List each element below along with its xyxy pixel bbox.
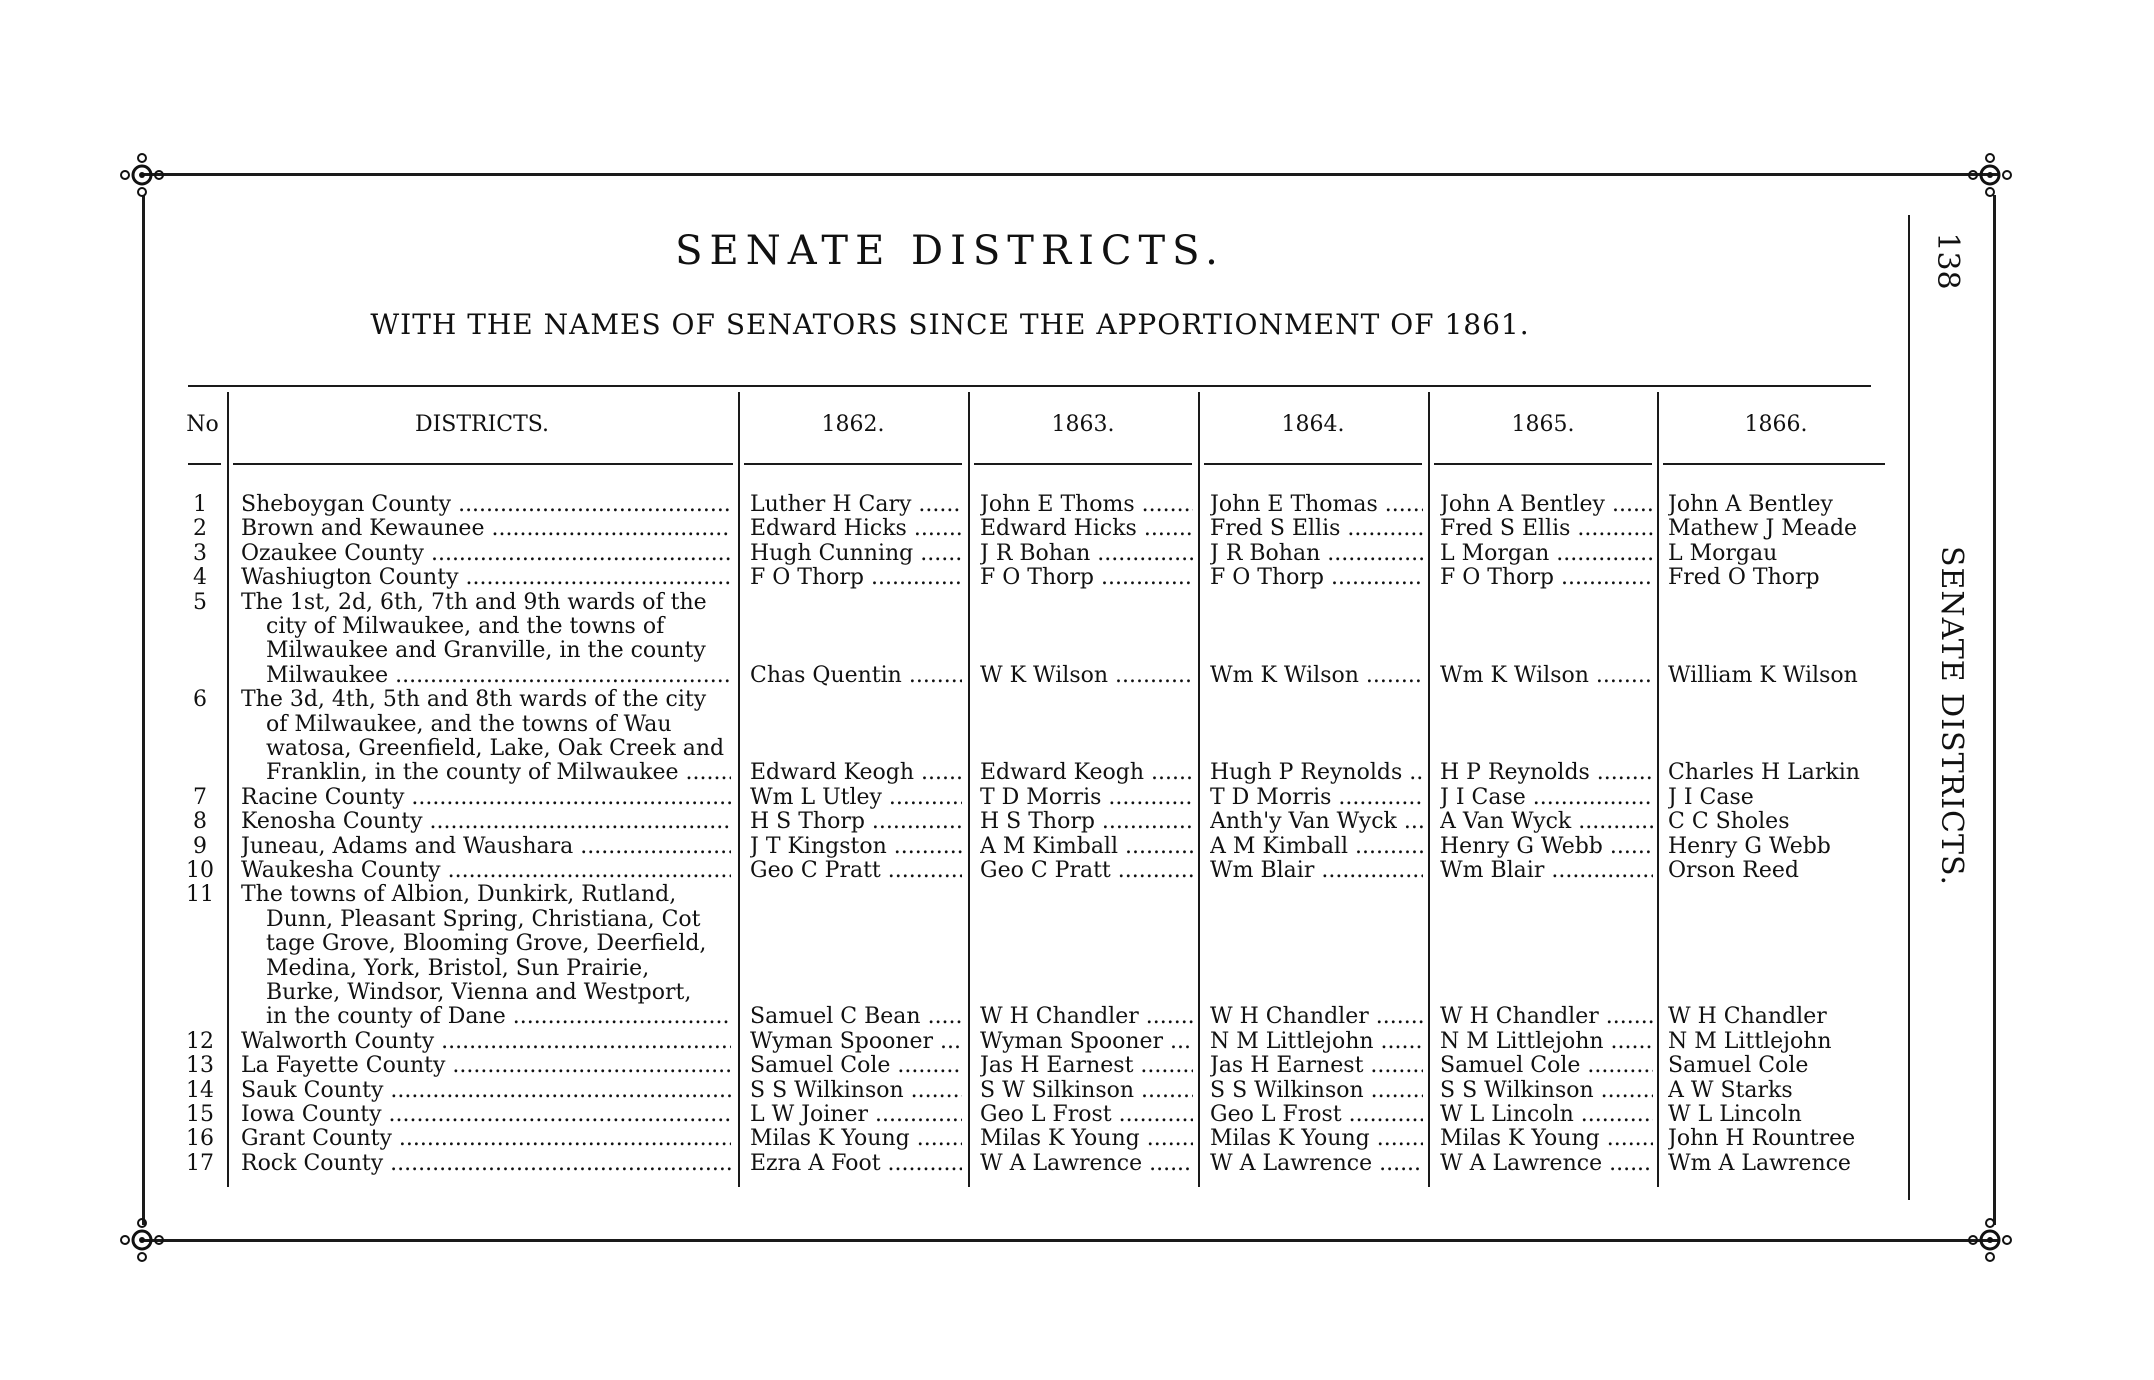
table-row	[0, 639, 1900, 663]
senator-1866	[1668, 810, 1898, 834]
senator-name: Geo L Frost .....	[980, 1103, 1193, 1127]
header-underline	[1204, 463, 1422, 465]
senator-1863	[980, 810, 1193, 834]
senator-name: Edward Keogh .....	[980, 761, 1193, 785]
senator-1863	[980, 1054, 1193, 1078]
table-row	[0, 1127, 1900, 1151]
header-year-1866: 1866.	[1744, 412, 1808, 437]
senator-1864	[1210, 1103, 1423, 1127]
district-name	[241, 1079, 731, 1103]
header-underline	[744, 463, 962, 465]
senator-name: W H Chandler .....	[1210, 1005, 1423, 1029]
district-text: Iowa County .....	[241, 1103, 731, 1127]
senator-name: John A Bentley .....	[1440, 493, 1653, 517]
senator-1865	[1440, 1054, 1653, 1078]
corner-ornament-icon	[1965, 150, 2015, 200]
senator-1864	[1210, 859, 1423, 883]
senator-name: Mathew J Meade	[1668, 517, 1858, 542]
district-name	[266, 908, 731, 932]
page-number: 138	[1930, 232, 1965, 290]
header-underline	[188, 463, 221, 465]
frame-bottom-rule	[140, 1239, 2000, 1242]
table-row	[0, 1005, 1900, 1029]
senator-name: Hugh P Reynolds .....	[1210, 761, 1423, 785]
table-row	[0, 859, 1900, 883]
running-head: SENATE DISTRICTS.	[1934, 545, 1969, 887]
senator-1862	[750, 493, 962, 517]
district-text: Walworth County .....	[241, 1030, 731, 1054]
senator-name: Henry G Webb .....	[1440, 835, 1653, 859]
senator-1864	[1210, 566, 1423, 590]
senator-name: John A Bentley	[1668, 493, 1833, 517]
senator-1865	[1440, 1079, 1653, 1103]
table-row	[0, 1103, 1900, 1127]
senator-name: Geo L Frost .....	[1210, 1103, 1423, 1127]
senator-name: A M Kimball .....	[1210, 835, 1423, 859]
senator-1863	[980, 664, 1193, 688]
senator-1865	[1440, 835, 1653, 859]
senator-name: H S Thorp .....	[750, 810, 962, 834]
senator-1865	[1440, 1103, 1653, 1127]
senator-name: Geo C Pratt .....	[750, 859, 962, 883]
senator-name: Chas Quentin .....	[750, 664, 962, 688]
senator-name: F O Thorp .....	[1210, 566, 1423, 590]
district-name	[266, 981, 731, 1005]
senator-1863	[980, 517, 1193, 541]
table-row	[0, 883, 1900, 907]
senator-name: W H Chandler	[1668, 1005, 1827, 1030]
senator-1866	[1668, 542, 1898, 566]
header-year-1864: 1864.	[1281, 412, 1345, 437]
senator-1865	[1440, 542, 1653, 566]
district-name	[266, 737, 731, 761]
district-text: Kenosha County .....	[241, 810, 731, 834]
district-text: in the county of Dane .....	[266, 1005, 731, 1029]
senator-1864	[1210, 664, 1423, 688]
district-number: 5	[193, 590, 207, 615]
senator-1866	[1668, 493, 1898, 517]
senator-1866	[1668, 835, 1898, 859]
senator-1866	[1668, 517, 1898, 541]
senator-name: T D Morris .....	[1210, 786, 1423, 810]
table-row	[0, 835, 1900, 859]
senator-name: Henry G Webb	[1668, 834, 1831, 859]
district-number: 6	[193, 688, 207, 713]
table-row	[0, 1079, 1900, 1103]
district-name	[266, 639, 731, 663]
district-name	[241, 835, 731, 859]
frame-right-rule	[1993, 195, 1996, 1225]
district-number: 8	[193, 810, 207, 835]
senator-name: J I Case .....	[1440, 786, 1653, 810]
district-name	[241, 1103, 731, 1127]
district-text: The towns of Albion, Dunkirk, Rutland,	[241, 883, 677, 908]
district-number: 4	[193, 566, 207, 591]
district-text: Milwaukee and Granville, in the county	[266, 639, 706, 664]
table-row	[0, 810, 1900, 834]
district-text: of Milwaukee, and the towns of Wau	[266, 712, 672, 737]
header-no: No	[186, 412, 219, 437]
district-name	[241, 883, 731, 907]
senator-name: John E Thoms .....	[980, 493, 1193, 517]
senator-1864	[1210, 517, 1423, 541]
district-name	[266, 932, 731, 956]
district-text: Burke, Windsor, Vienna and Westport,	[266, 981, 692, 1005]
district-number: 16	[186, 1127, 214, 1152]
senator-1863	[980, 1079, 1193, 1103]
district-name	[266, 1005, 731, 1029]
district-name	[241, 493, 731, 517]
district-text: Brown and Kewaunee .....	[241, 517, 731, 541]
senator-1863	[980, 1030, 1193, 1054]
senator-1863	[980, 493, 1193, 517]
district-number: 9	[193, 834, 207, 859]
district-text: watosa, Greenfield, Lake, Oak Creek and	[266, 737, 725, 761]
corner-ornament-icon	[117, 1215, 167, 1265]
district-text: La Fayette County .....	[241, 1054, 731, 1078]
senator-1865	[1440, 761, 1653, 785]
district-name	[241, 542, 731, 566]
senator-name: Wm Blair .....	[1440, 859, 1653, 883]
senator-name: Milas K Young .....	[1210, 1127, 1423, 1151]
senator-1865	[1440, 859, 1653, 883]
table-row	[0, 932, 1900, 956]
senator-1864	[1210, 1079, 1423, 1103]
senator-1864	[1210, 761, 1423, 785]
senator-name: J R Bohan .....	[1210, 542, 1423, 566]
district-name	[241, 1152, 731, 1176]
senator-1864	[1210, 542, 1423, 566]
senator-name: Wyman Spooner .....	[980, 1030, 1193, 1054]
district-text: Milwaukee .....	[266, 664, 731, 688]
senator-name: Charles H Larkin	[1668, 761, 1860, 786]
senator-name: Luther H Cary .....	[750, 493, 962, 517]
table-row	[0, 737, 1900, 761]
senator-name: N M Littlejohn .....	[1210, 1030, 1423, 1054]
table-row	[0, 688, 1900, 712]
table-row	[0, 713, 1900, 737]
senator-name: J T Kingston .....	[750, 835, 962, 859]
header-districts: DISTRICTS.	[414, 412, 550, 437]
senator-1864	[1210, 810, 1423, 834]
district-name	[241, 566, 731, 590]
table-row	[0, 957, 1900, 981]
senator-name: Ezra A Foot .....	[750, 1152, 962, 1176]
senator-name: Edward Hicks .....	[750, 517, 962, 541]
senator-1865	[1440, 1127, 1653, 1151]
district-name	[241, 1127, 731, 1151]
senator-1862	[750, 664, 962, 688]
header-year-1865: 1865.	[1511, 412, 1575, 437]
senator-1864	[1210, 1054, 1423, 1078]
senator-1865	[1440, 493, 1653, 517]
senator-name: F O Thorp .....	[1440, 566, 1653, 590]
senator-1862	[750, 542, 962, 566]
senator-name: Wm K Wilson .....	[1440, 664, 1653, 688]
senator-1865	[1440, 566, 1653, 590]
senator-name: Wm Blair .....	[1210, 859, 1423, 883]
district-text: Racine County .....	[241, 786, 731, 810]
senator-name: Jas H Earnest .....	[1210, 1054, 1423, 1078]
senator-name: W A Lawrence .....	[1440, 1152, 1653, 1176]
district-name	[266, 713, 731, 737]
district-name	[241, 591, 731, 615]
senator-name: Wm L Utley .....	[750, 786, 962, 810]
senator-name: N M Littlejohn .....	[1440, 1030, 1653, 1054]
senator-name: Fred S Ellis .....	[1210, 517, 1423, 541]
senator-1862	[750, 1103, 962, 1127]
senator-name: S S Wilkinson .....	[1440, 1079, 1653, 1103]
senator-1863	[980, 1005, 1193, 1029]
senator-name: S S Wilkinson .....	[1210, 1079, 1423, 1103]
district-text: Rock County .....	[241, 1152, 731, 1176]
district-name	[241, 1054, 731, 1078]
senator-name: William K Wilson	[1668, 663, 1858, 688]
district-number: 13	[186, 1054, 214, 1079]
senator-name: H P Reynolds .....	[1440, 761, 1653, 785]
senator-name: Samuel Cole	[1668, 1054, 1809, 1079]
senator-1863	[980, 859, 1193, 883]
senator-name: H S Thorp .....	[980, 810, 1193, 834]
senator-name: J I Case	[1668, 785, 1754, 810]
senator-name: Fred O Thorp	[1668, 566, 1820, 591]
senator-1865	[1440, 1005, 1653, 1029]
senator-1866	[1668, 1127, 1898, 1151]
senator-1866	[1668, 859, 1898, 883]
senator-name: L Morgau	[1668, 541, 1778, 566]
senator-name: W H Chandler .....	[1440, 1005, 1653, 1029]
senator-1862	[750, 859, 962, 883]
senator-name: T D Morris .....	[980, 786, 1193, 810]
senator-1863	[980, 566, 1193, 590]
senator-1862	[750, 786, 962, 810]
district-name	[241, 859, 731, 883]
district-name	[266, 615, 731, 639]
senator-1866	[1668, 1005, 1898, 1029]
district-number: 1	[193, 493, 207, 517]
header-underline	[233, 463, 733, 465]
district-name	[241, 786, 731, 810]
header-underline	[974, 463, 1192, 465]
senator-name: Edward Hicks .....	[980, 517, 1193, 541]
table-row	[0, 591, 1900, 615]
senator-1862	[750, 1152, 962, 1176]
senator-name: Fred S Ellis .....	[1440, 517, 1653, 541]
senator-name: J R Bohan .....	[980, 542, 1193, 566]
table-row	[0, 908, 1900, 932]
senator-name: W K Wilson .....	[980, 664, 1193, 688]
district-number: 12	[186, 1029, 214, 1054]
senator-name: L W Joiner .....	[750, 1103, 962, 1127]
corner-ornament-icon	[117, 150, 167, 200]
senator-1866	[1668, 761, 1898, 785]
senator-name: Orson Reed	[1668, 859, 1799, 883]
district-number: 2	[193, 517, 207, 542]
senator-name: S W Silkinson .....	[980, 1079, 1193, 1103]
senator-1865	[1440, 517, 1653, 541]
senator-1862	[750, 1127, 962, 1151]
district-text: Franklin, in the county of Milwaukee .....	[266, 761, 731, 785]
table-row	[0, 517, 1900, 541]
header-year-1863: 1863.	[1051, 412, 1115, 437]
senator-1864	[1210, 1030, 1423, 1054]
senator-1865	[1440, 810, 1653, 834]
district-number: 11	[186, 883, 214, 908]
corner-ornament-icon	[1965, 1215, 2015, 1265]
senator-name: Jas H Earnest .....	[980, 1054, 1193, 1078]
district-text: tage Grove, Blooming Grove, Deerfield,	[266, 932, 707, 957]
table-row	[0, 615, 1900, 639]
senator-name: L Morgan .....	[1440, 542, 1653, 566]
senator-name: N M Littlejohn	[1668, 1029, 1832, 1054]
district-text: Sheboygan County .....	[241, 493, 731, 517]
senator-1865	[1440, 786, 1653, 810]
header-underline	[1434, 463, 1652, 465]
senator-name: W A Lawrence .....	[1210, 1152, 1423, 1176]
senator-name: A Van Wyck .....	[1440, 810, 1653, 834]
frame-top-rule	[140, 173, 2000, 176]
senator-name: S S Wilkinson .....	[750, 1079, 962, 1103]
district-name	[241, 1030, 731, 1054]
district-text: city of Milwaukee, and the towns of	[266, 615, 665, 639]
senator-1866	[1668, 566, 1898, 590]
table-top-rule	[188, 385, 1871, 387]
senator-1866	[1668, 1103, 1898, 1127]
table-row	[0, 493, 1900, 517]
senator-1863	[980, 1152, 1193, 1176]
senator-name: Anth'y Van Wyck .....	[1210, 810, 1423, 834]
district-text: The 3d, 4th, 5th and 8th wards of the city	[241, 688, 707, 713]
senator-1863	[980, 761, 1193, 785]
senator-1864	[1210, 493, 1423, 517]
district-name	[241, 688, 731, 712]
running-head-rule	[1908, 215, 1910, 1200]
senator-name: Wm A Lawrence	[1668, 1151, 1851, 1176]
header-underline	[1663, 463, 1885, 465]
district-name	[266, 664, 731, 688]
district-text: Dunn, Pleasant Spring, Christiana, Cot	[266, 907, 701, 932]
district-text: Juneau, Adams and Waushara .....	[241, 835, 731, 859]
senator-1863	[980, 786, 1193, 810]
table-row	[0, 1030, 1900, 1054]
district-text: Waukesha County .....	[241, 859, 731, 883]
senator-name: W L Lincoln .....	[1440, 1103, 1653, 1127]
senator-name: W H Chandler .....	[980, 1005, 1193, 1029]
senator-name: John E Thomas .....	[1210, 493, 1423, 517]
senator-name: Geo C Pratt .....	[980, 859, 1193, 883]
district-text: The 1st, 2d, 6th, 7th and 9th wards of the	[241, 590, 707, 615]
district-text: Sauk County .....	[241, 1079, 731, 1103]
table-row	[0, 664, 1900, 688]
senator-1863	[980, 1103, 1193, 1127]
senator-1862	[750, 1030, 962, 1054]
district-number: 3	[193, 541, 207, 566]
senator-name: Wm K Wilson .....	[1210, 664, 1423, 688]
senator-1866	[1668, 1152, 1898, 1176]
district-text: Grant County .....	[241, 1127, 731, 1151]
senator-name: Milas K Young .....	[750, 1127, 962, 1151]
district-number: 17	[186, 1151, 214, 1176]
senator-1863	[980, 835, 1193, 859]
senator-name: Milas K Young .....	[980, 1127, 1193, 1151]
district-name	[241, 810, 731, 834]
senator-name: A W Starks	[1668, 1078, 1793, 1103]
senator-1864	[1210, 1127, 1423, 1151]
senator-name: Wyman Spooner .....	[750, 1030, 962, 1054]
senator-1862	[750, 566, 962, 590]
senator-name: Samuel Cole .....	[750, 1054, 962, 1078]
district-name	[241, 517, 731, 541]
senator-name: Samuel C Bean .....	[750, 1005, 962, 1029]
senator-1866	[1668, 786, 1898, 810]
table-row	[0, 566, 1900, 590]
senator-1862	[750, 517, 962, 541]
page-subtitle: WITH THE NAMES OF SENATORS SINCE THE APPORTIONMENT OF 1861.	[370, 308, 1530, 341]
senator-1862	[750, 1054, 962, 1078]
table-row	[0, 761, 1900, 785]
senator-name: Samuel Cole .....	[1440, 1054, 1653, 1078]
district-text: Ozaukee County .....	[241, 542, 731, 566]
district-text: Washiugton County .....	[241, 566, 731, 590]
senator-1862	[750, 761, 962, 785]
senator-name: C C Sholes	[1668, 810, 1790, 835]
table-row	[0, 1152, 1900, 1176]
table-row	[0, 981, 1900, 1005]
district-number: 15	[186, 1103, 214, 1127]
district-name	[266, 957, 731, 981]
senator-1866	[1668, 1030, 1898, 1054]
table-row	[0, 786, 1900, 810]
district-number: 7	[193, 785, 207, 810]
table-row	[0, 542, 1900, 566]
senator-1863	[980, 1127, 1193, 1151]
senator-name: Edward Keogh .....	[750, 761, 962, 785]
senator-1864	[1210, 1005, 1423, 1029]
senator-1864	[1210, 1152, 1423, 1176]
senator-1865	[1440, 1030, 1653, 1054]
senator-name: F O Thorp .....	[980, 566, 1193, 590]
senator-1866	[1668, 1079, 1898, 1103]
senator-1863	[980, 542, 1193, 566]
senator-name: F O Thorp .....	[750, 566, 962, 590]
senator-name: Hugh Cunning .....	[750, 542, 962, 566]
senator-1862	[750, 835, 962, 859]
senator-1865	[1440, 664, 1653, 688]
senator-1864	[1210, 835, 1423, 859]
senator-1864	[1210, 786, 1423, 810]
senator-name: Milas K Young .....	[1440, 1127, 1653, 1151]
senator-name: John H Rountree	[1668, 1127, 1856, 1152]
district-number: 14	[186, 1078, 214, 1103]
senator-1866	[1668, 664, 1898, 688]
senator-name: A M Kimball .....	[980, 835, 1193, 859]
district-name	[266, 761, 731, 785]
district-text: Medina, York, Bristol, Sun Prairie,	[266, 956, 650, 981]
table-row	[0, 1054, 1900, 1078]
senator-name: W L Lincoln	[1668, 1103, 1802, 1127]
header-year-1862: 1862.	[821, 412, 885, 437]
senator-name: W A Lawrence .....	[980, 1152, 1193, 1176]
senator-1862	[750, 1005, 962, 1029]
page-title: SENATE DISTRICTS.	[675, 228, 1225, 274]
district-number: 10	[186, 859, 214, 883]
senator-1862	[750, 810, 962, 834]
senator-1862	[750, 1079, 962, 1103]
senator-1865	[1440, 1152, 1653, 1176]
senator-1866	[1668, 1054, 1898, 1078]
